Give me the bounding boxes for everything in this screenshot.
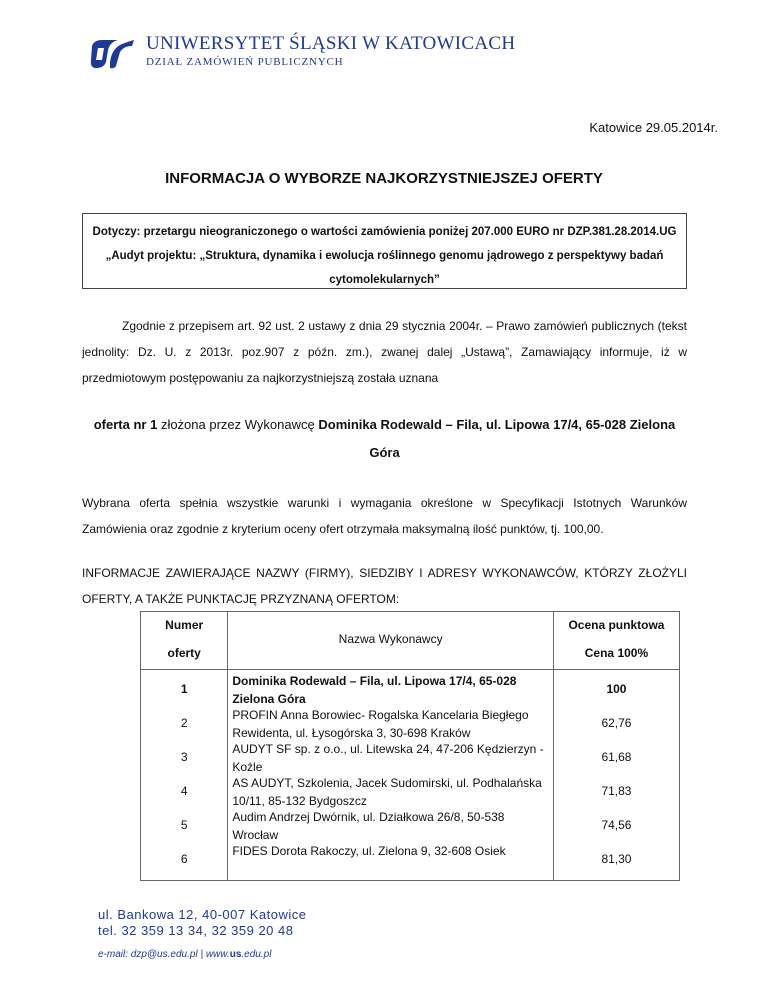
footer-phone: tel. 32 359 13 34, 32 359 20 48: [98, 923, 294, 938]
scores-cell: [553, 670, 679, 881]
website-prefix: www.: [205, 949, 230, 960]
footer-separator: |: [200, 949, 204, 960]
table-row-name: Dominika Rodewald – Fila, ul. Lipowa 17/4, 65-028 Zielona Góra: [232, 674, 517, 706]
document-date: Katowice 29.05.2014r.: [589, 120, 718, 135]
table-header-row: [141, 612, 680, 670]
paragraph-offers-info: INFORMACJE ZAWIERAJĄCE NAZWY (FIRMY), SIEDZIBY I ADRESY WYKONAWCÓW, KTÓRZY ZŁOŻYLI OFERTY, A TAKŻE PUNKTACJĘ PRZYZNANĄ OFERTOM:: [82, 566, 687, 606]
table-row-num: 5: [180, 818, 188, 832]
table-row-num: 2: [180, 716, 188, 730]
header-name: [228, 612, 554, 670]
footer: [98, 907, 306, 960]
table-row-name: AS AUDYT, Szkolenia, Jacek Sudomirski, ul. Podhalańska 10/11, 85-132 Bydgoszcz: [232, 776, 542, 808]
footer-email[interactable]: e-mail: dzp@us.edu.pl: [98, 949, 198, 960]
website-us: us: [229, 949, 242, 960]
header-score: [553, 612, 679, 670]
footer-website[interactable]: [206, 949, 272, 960]
header-name-label: Nazwa Wykonawcy: [338, 632, 443, 646]
subject-box: [82, 213, 687, 289]
offers-table: [140, 611, 680, 881]
table-row-name: AUDYT SF sp. z o.o., ul. Litewska 24, 47-206 Kędzierzyn - Koźle: [232, 742, 544, 774]
header-number-line2: oferty: [167, 646, 201, 660]
table-row-score: 74,56: [601, 818, 632, 832]
numbers-cell: [141, 670, 228, 881]
footer-address: ul. Bankowa 12, 40-007 Katowice: [98, 907, 307, 922]
table-row-score: 71,83: [601, 784, 632, 798]
offer-winner: Dominika Rodewald – Fila, ul. Lipowa 17/4, 65-028 Zielona Góra: [318, 417, 676, 460]
paragraph-justification: Wybrana oferta spełnia wszystkie warunki i wymagania określone w Specyfikacji Istotnych Warunków Zamówienia oraz zgodnie z kryterium oceny ofert otrzymała maksymalną ilość punktów, tj. 100,00.: [82, 496, 687, 536]
table-row-score: 62,76: [601, 716, 632, 730]
offer-middle: złożona przez Wykonawcę: [160, 417, 315, 432]
table-row-score: 100: [606, 682, 627, 696]
header-score-line2: Cena 100%: [584, 646, 649, 660]
table-row-score: 61,68: [601, 750, 632, 764]
university-name: UNIWERSYTET ŚLĄSKI W KATOWICACH: [146, 33, 516, 54]
department-name: DZIAŁ ZAMÓWIEŃ PUBLICZNYCH: [146, 56, 344, 68]
header-number-line1: Numer: [165, 618, 204, 632]
table-row-num: 1: [180, 682, 188, 696]
subject-line-1: Dotyczy: przetargu nieograniczonego o wartości zamówienia poniżej 207.000 EURO nr DZP.381.28.2014.UG: [92, 226, 677, 238]
table-row-num: 3: [180, 750, 188, 764]
subject-line-3: cytomolekularnych”: [329, 274, 440, 286]
offer-number: oferta nr 1: [93, 417, 158, 432]
website-suffix: .edu.pl: [241, 949, 272, 960]
footer-contact: [98, 949, 306, 960]
header-score-line1: Ocena punktowa: [568, 618, 665, 632]
table-row-name: PROFIN Anna Borowiec- Rogalska Kancelaria Biegłego Rewidenta, ul. Łysogórska 3, 30-698 Kraków: [232, 708, 529, 740]
paragraph-legal-basis: Zgodnie z przepisem art. 92 ust. 2 ustawy z dnia 29 stycznia 2004r. – Prawo zamówień publicznych (tekst jednolity: Dz. U. z 2013r. poz.907 z późn. zm.), zwanej dalej „Ustawą”, Zamawiający informuje, iż w przedmiotowym postępowaniu za najkorzystniejszą została uznana: [82, 319, 687, 385]
subject-line-2: „Audyt projektu: „Struktura, dynamika i ewolucja roślinnego genomu jądrowego z perspektywy badań: [105, 250, 664, 262]
table-row-name: Audim Andrzej Dwórnik, ul. Działkowa 26/8, 50-538 Wrocław: [232, 810, 505, 842]
university-logo-icon: [88, 36, 136, 72]
table-row-score: 81,30: [601, 852, 632, 866]
header-number: [141, 612, 228, 670]
table-row-num: 4: [180, 784, 188, 798]
document-title: INFORMACJA O WYBORZE NAJKORZYSTNIEJSZEJ OFERTY: [165, 170, 603, 187]
table-body-row: [141, 670, 680, 881]
winning-offer: [82, 411, 687, 467]
names-cell: [228, 670, 554, 881]
table-row-num: 6: [180, 852, 188, 866]
table-row-name: FIDES Dorota Rakoczy, ul. Zielona 9, 32-608 Osiek: [232, 844, 506, 858]
